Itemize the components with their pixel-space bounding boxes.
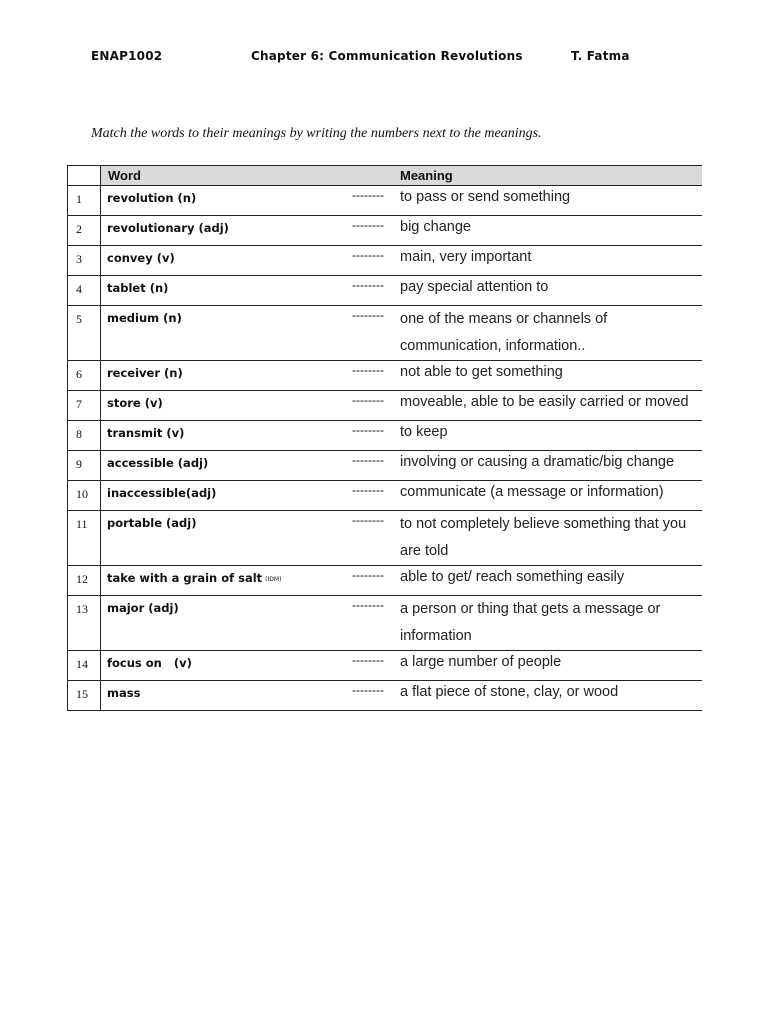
meaning-text: involving or causing a dramatic/big change [395,451,702,481]
vocab-word: accessible (adj) [101,451,346,481]
answer-blank[interactable]: -------- [345,596,395,651]
vocab-word: take with a grain of salt [107,571,263,585]
vocab-word: focus on (v) [101,651,346,681]
row-number: 13 [68,596,101,651]
row-number: 10 [68,481,101,511]
row-number: 8 [68,421,101,451]
row-number: 9 [68,451,101,481]
row-number: 4 [68,276,101,306]
meaning-text: moveable, able to be easily carried or moved [395,391,702,421]
meaning-text: big change [395,216,702,246]
vocab-word: convey (v) [101,246,346,276]
meaning-text: one of the means or channels of communication, information.. [395,306,702,361]
table-row [68,481,703,511]
answer-blank[interactable]: -------- [345,481,395,511]
meaning-text: pay special attention to [395,276,702,306]
table-row [68,681,703,711]
meaning-text: to keep [395,421,702,451]
answer-blank[interactable]: -------- [345,246,395,276]
meaning-text: not able to get something [395,361,702,391]
meaning-column-header: Meaning [395,166,702,186]
table-row [68,566,703,596]
vocab-word-idiom [101,566,346,596]
row-number: 12 [68,566,101,596]
answer-blank[interactable]: -------- [345,421,395,451]
table-row [68,216,703,246]
meaning-text: a person or thing that gets a message or information [395,596,702,651]
meaning-text: to pass or send something [395,186,702,216]
answer-blank[interactable]: -------- [345,511,395,566]
vocab-word: major (adj) [101,596,346,651]
answer-blank[interactable]: -------- [345,361,395,391]
row-number: 5 [68,306,101,361]
table-row [68,651,703,681]
table-row [68,246,703,276]
table-row [68,451,703,481]
row-number: 11 [68,511,101,566]
vocab-word: transmit (v) [101,421,346,451]
vocab-word: tablet (n) [101,276,346,306]
answer-blank[interactable]: -------- [345,391,395,421]
table-row [68,421,703,451]
vocab-word: inaccessible(adj) [101,481,346,511]
meaning-text: a flat piece of stone, clay, or wood [395,681,702,711]
chapter-title: Chapter 6: Communication Revolutions [251,49,523,63]
vocab-word: medium (n) [101,306,346,361]
vocab-word: revolutionary (adj) [101,216,346,246]
course-code: ENAP1002 [91,49,163,63]
answer-blank[interactable]: -------- [345,566,395,596]
vocab-word: store (v) [101,391,346,421]
answer-blank[interactable]: -------- [345,186,395,216]
table-row [68,511,703,566]
spacer-column-header [345,166,395,186]
answer-blank[interactable]: -------- [345,276,395,306]
answer-blank[interactable]: -------- [345,651,395,681]
instruction-text: Match the words to their meanings by writing the numbers next to the meanings. [91,126,542,141]
idiom-tag: (IDM) [265,576,282,583]
vocabulary-table [67,165,702,711]
row-number: 2 [68,216,101,246]
word-column-header: Word [101,166,346,186]
vocab-word: portable (adj) [101,511,346,566]
vocab-word: mass [101,681,346,711]
row-number: 6 [68,361,101,391]
row-number: 14 [68,651,101,681]
row-number: 1 [68,186,101,216]
page-header [0,49,768,67]
answer-blank[interactable]: -------- [345,216,395,246]
meaning-text: main, very important [395,246,702,276]
vocab-word: receiver (n) [101,361,346,391]
meaning-text: able to get/ reach something easily [395,566,702,596]
meaning-text: communicate (a message or information) [395,481,702,511]
row-number: 7 [68,391,101,421]
vocab-word: revolution (n) [101,186,346,216]
table-header-row [68,166,703,186]
table-row [68,391,703,421]
table-row [68,361,703,391]
answer-blank[interactable]: -------- [345,681,395,711]
row-number: 3 [68,246,101,276]
meaning-text: to not completely believe something that you are told [395,511,702,566]
table-row [68,186,703,216]
answer-blank[interactable]: -------- [345,451,395,481]
meaning-text: a large number of people [395,651,702,681]
table-row [68,276,703,306]
row-number: 15 [68,681,101,711]
answer-blank[interactable]: -------- [345,306,395,361]
table-row [68,306,703,361]
teacher-name: T. Fatma [571,49,630,63]
number-column-header [68,166,101,186]
table-row [68,596,703,651]
